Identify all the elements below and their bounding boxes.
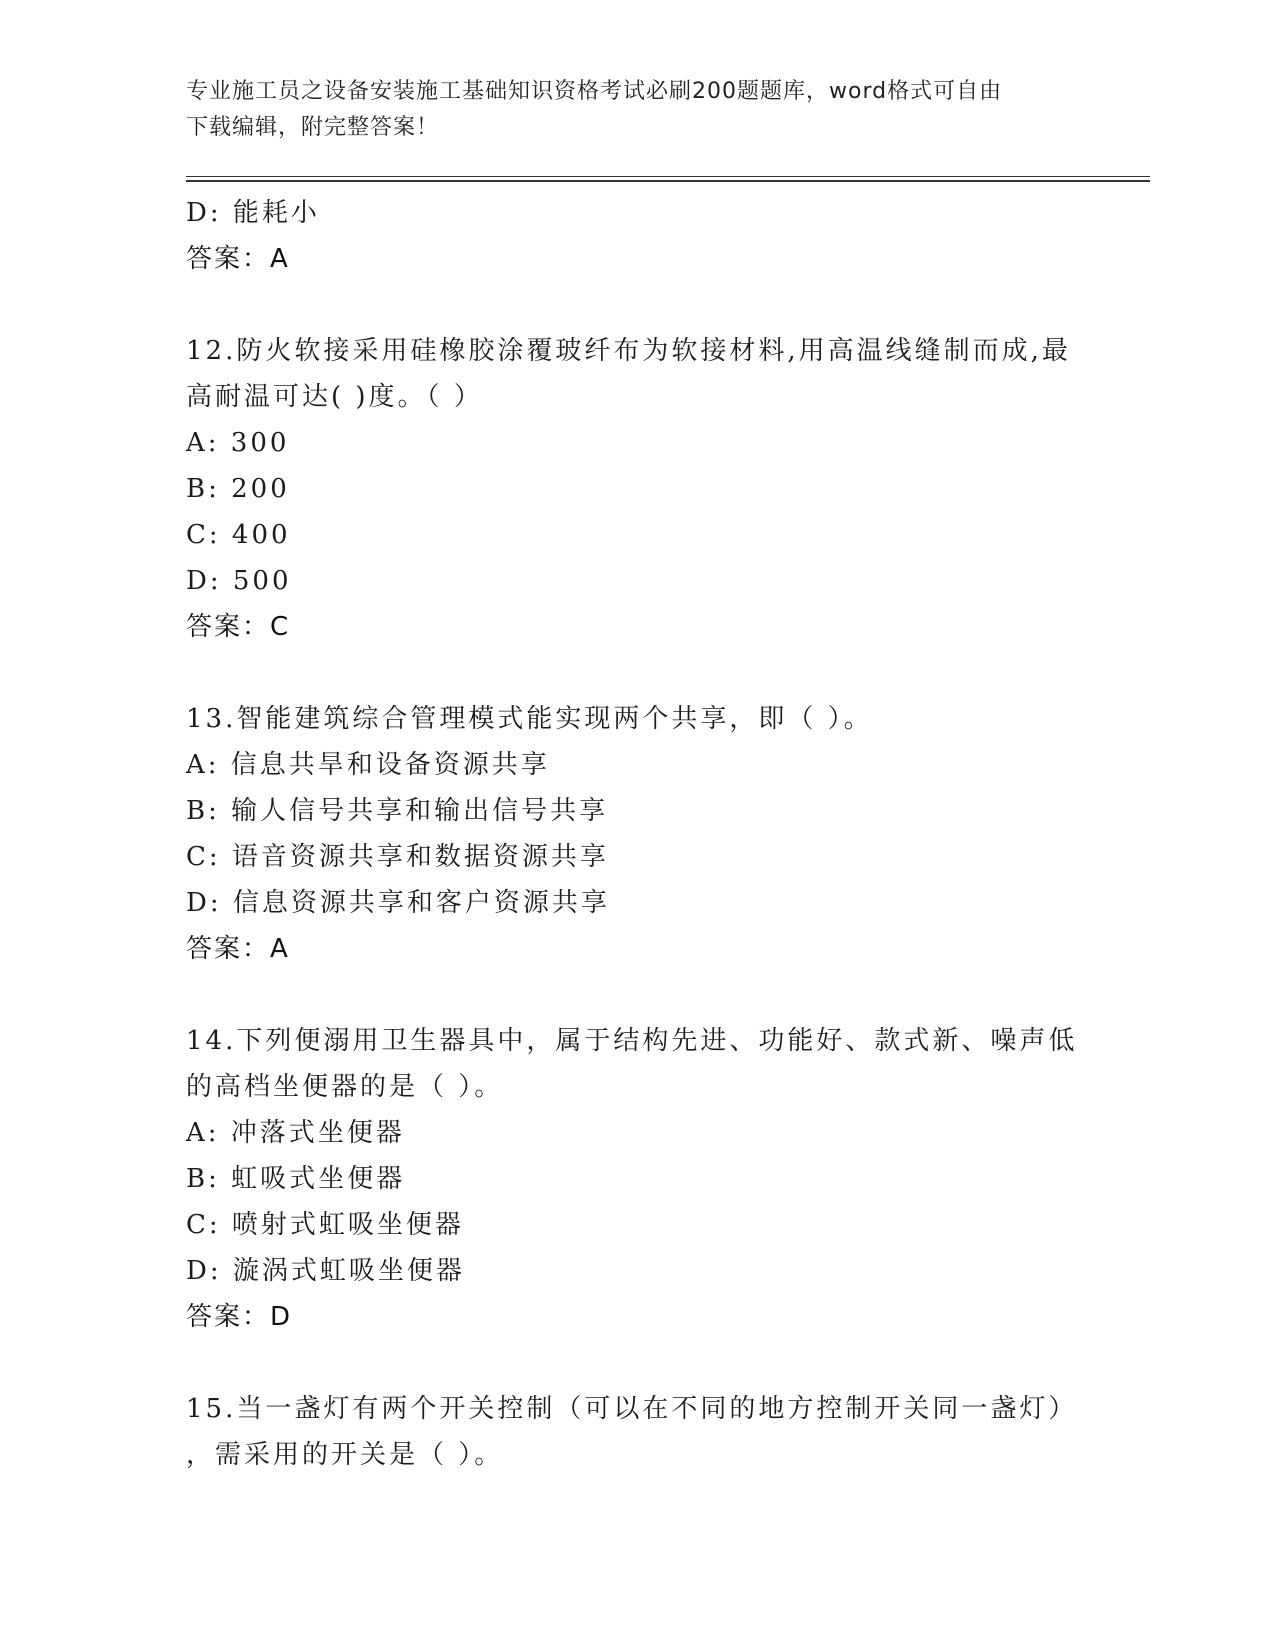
- question-13-stem-line-1: 13.智能建筑综合管理模式能实现两个共享，即（ ）。: [186, 704, 873, 734]
- prev-answer: 答案：A: [186, 244, 290, 274]
- question-13: [186, 696, 1086, 972]
- question-12: [186, 328, 1086, 650]
- document-header: [186, 74, 1066, 146]
- question-13-option-b: B: 输人信号共享和输出信号共享: [186, 796, 609, 826]
- question-13-option-a: A: 信息共旱和设备资源共享: [186, 750, 550, 780]
- question-15-stem-line-1: 15.当一盏灯有两个开关控制（可以在不同的地方控制开关同一盏灯）: [186, 1394, 1078, 1424]
- question-12-answer: 答案：C: [186, 612, 291, 642]
- question-12-stem-line-2: 高耐温可达( )度。（ ）: [186, 382, 483, 412]
- question-14-option-b: B: 虹吸式坐便器: [186, 1164, 406, 1194]
- question-14-option-d: D: 漩涡式虹吸坐便器: [186, 1256, 465, 1286]
- question-14-stem-line-2: 的高档坐便器的是（ ）。: [186, 1072, 504, 1102]
- question-content: [186, 190, 1086, 1478]
- question-15-stem-line-2: ，需采用的开关是（ ）。: [186, 1440, 504, 1470]
- header-line-1: 专业施工员之设备安装施工基础知识资格考试必刷200题题库，word格式可自由: [186, 79, 1003, 104]
- question-13-option-d: D: 信息资源共享和客户资源共享: [186, 888, 610, 918]
- question-12-option-b: B: 200: [186, 474, 290, 504]
- question-13-option-c: C: 语音资源共享和数据资源共享: [186, 842, 609, 872]
- question-14: [186, 1018, 1086, 1340]
- spacer: [186, 650, 1086, 696]
- question-15: [186, 1386, 1086, 1478]
- question-12-option-a: A: 300: [186, 428, 290, 458]
- question-14-stem-line-1: 14.下列便溺用卫生器具中，属于结构先进、功能好、款式新、噪声低: [186, 1026, 1078, 1056]
- question-14-option-a: A: 冲落式坐便器: [186, 1118, 405, 1148]
- question-14-answer: 答案：D: [186, 1302, 293, 1332]
- question-12-stem-line-1: 12.防火软接采用硅橡胶涂覆玻纤布为软接材料,用高温线缝制而成,最: [186, 336, 1071, 366]
- spacer: [186, 972, 1086, 1018]
- question-12-option-d: D: 500: [186, 566, 292, 596]
- spacer: [186, 282, 1086, 328]
- question-14-option-c: C: 喷射式虹吸坐便器: [186, 1210, 464, 1240]
- header-rule-thick: [186, 180, 1150, 182]
- prev-option-d: D: 能耗小: [186, 198, 320, 228]
- header-line-2: 下载编辑，附完整答案！: [186, 115, 440, 140]
- question-13-answer: 答案：A: [186, 934, 290, 964]
- spacer: [186, 1340, 1086, 1386]
- question-12-option-c: C: 400: [186, 520, 291, 550]
- header-rule-thin: [186, 176, 1150, 177]
